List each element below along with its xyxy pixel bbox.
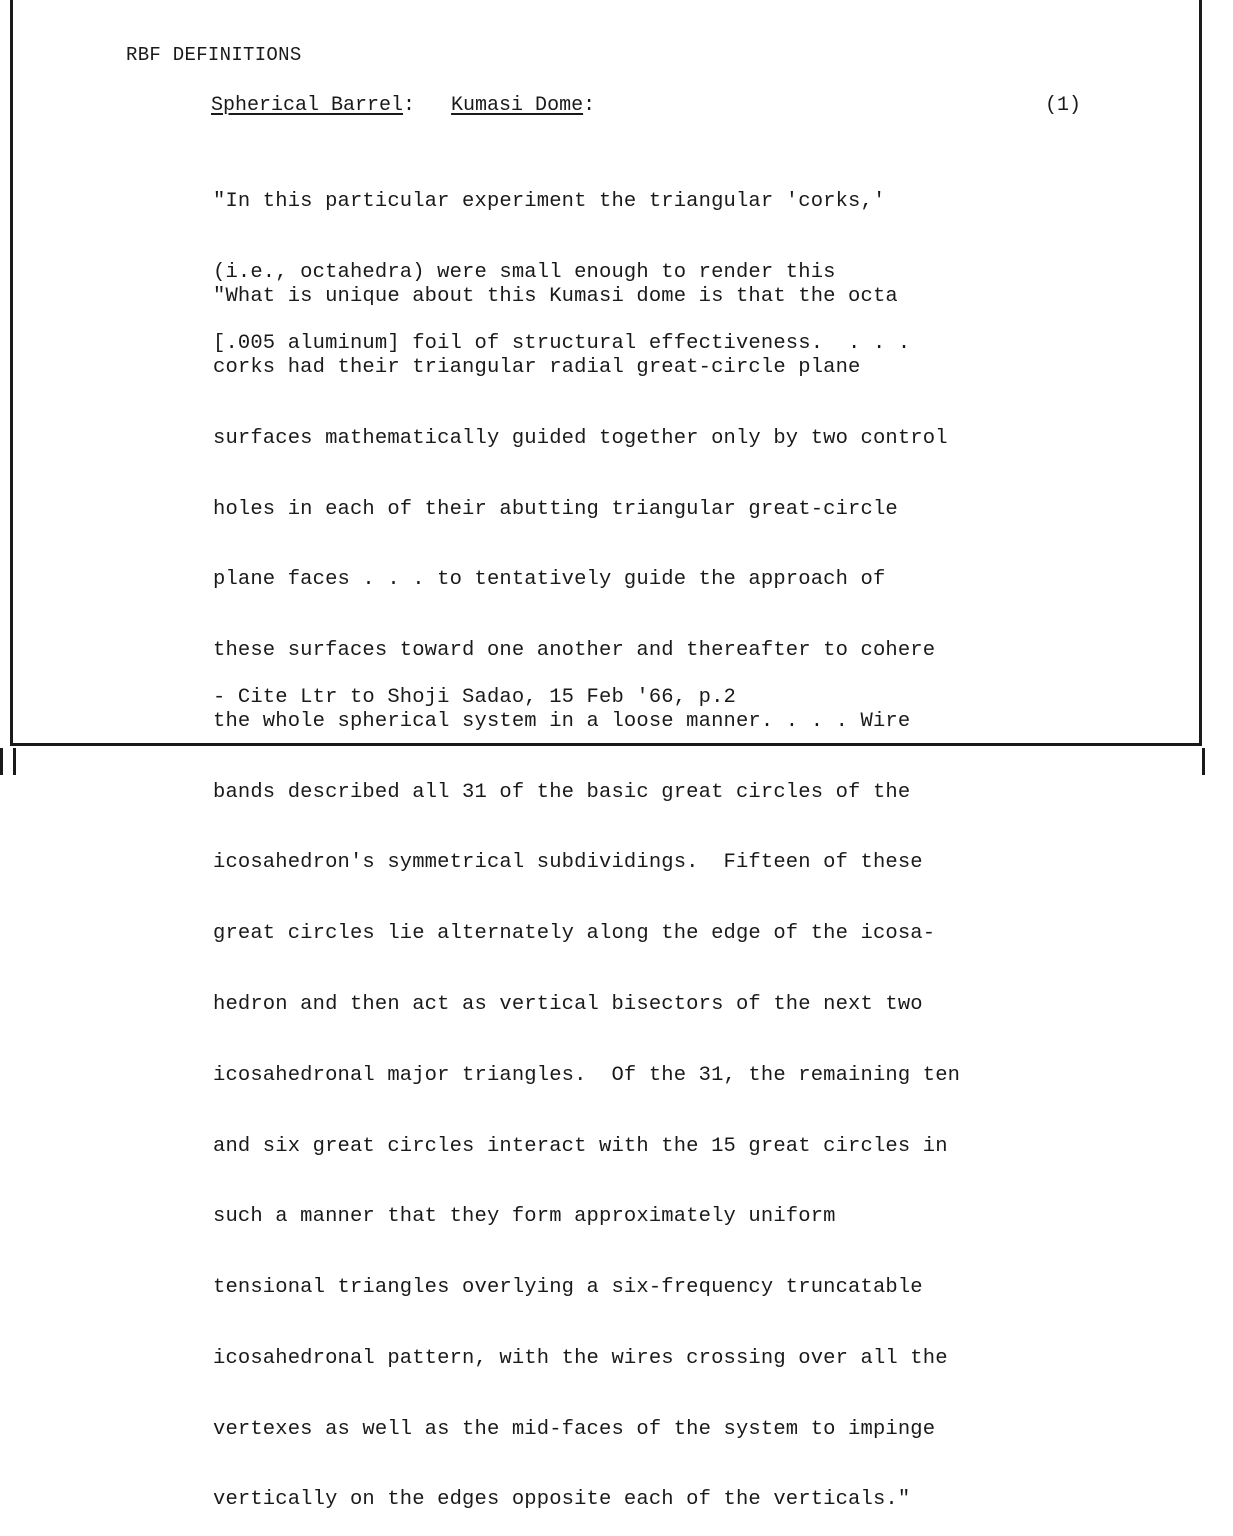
quote-line: such a manner that they form approximately uniform bbox=[213, 1205, 836, 1229]
card-left-rule bbox=[13, 748, 16, 775]
entry-number: (1) bbox=[1044, 94, 1081, 117]
quote-line: vertexes as well as the mid-faces of the system to impinge bbox=[213, 1417, 936, 1441]
quote-line: corks had their triangular radial great-circle plane bbox=[213, 355, 861, 379]
quote-line: surfaces mathematically guided together only by two control bbox=[213, 426, 948, 450]
quote-line: icosahedronal major triangles. Of the 31, the remaining ten bbox=[213, 1063, 961, 1087]
quote-line: holes in each of their abutting triangular great-circle bbox=[213, 497, 898, 521]
citation: - Cite Ltr to Shoji Sadao, 15 Feb '66, p.2 bbox=[213, 686, 736, 709]
subterm-colon: : bbox=[583, 94, 596, 117]
entry-term: Spherical Barrel bbox=[211, 94, 404, 117]
quote-line: "In this particular experiment the triangular 'corks,' bbox=[213, 190, 886, 214]
quote-paragraph-2 bbox=[213, 238, 960, 1536]
quote-line: (i.e., octahedra) were small enough to render this bbox=[213, 260, 836, 284]
quote-line: these surfaces toward one another and thereafter to cohere bbox=[213, 639, 936, 663]
quote-line: "What is unique about this Kumasi dome is that the octa bbox=[213, 285, 898, 309]
quote-line: great circles lie alternately along the edge of the icosa- bbox=[213, 922, 936, 946]
quote-line: tensional triangles overlying a six-frequency truncatable bbox=[213, 1276, 923, 1300]
term-colon: : bbox=[403, 94, 452, 117]
quote-line: vertically on the edges opposite each of the verticals." bbox=[213, 1488, 911, 1512]
entry-subterm: Kumasi Dome bbox=[451, 94, 584, 117]
quote-line: the whole spherical system in a loose manner. . . . Wire bbox=[213, 709, 911, 733]
quote-line: icosahedron's symmetrical subdividings. Fifteen of these bbox=[213, 851, 923, 875]
quote-line: icosahedronal pattern, with the wires crossing over all the bbox=[213, 1346, 948, 1370]
card-right-rule bbox=[1202, 748, 1205, 775]
quote-line: hedron and then act as vertical bisectors of the next two bbox=[213, 993, 923, 1016]
quote-line: bands described all 31 of the basic great circles of the bbox=[213, 780, 911, 804]
quote-line: plane faces . . . to tentatively guide the approach of bbox=[213, 568, 886, 592]
quote-line: and six great circles interact with the 15 great circles in bbox=[213, 1134, 948, 1158]
quote-line: [.005 aluminum] foil of structural effectiveness. . . . bbox=[213, 331, 911, 355]
card-heading: RBF DEFINITIONS bbox=[126, 44, 302, 66]
entry-title-row bbox=[211, 94, 1081, 117]
